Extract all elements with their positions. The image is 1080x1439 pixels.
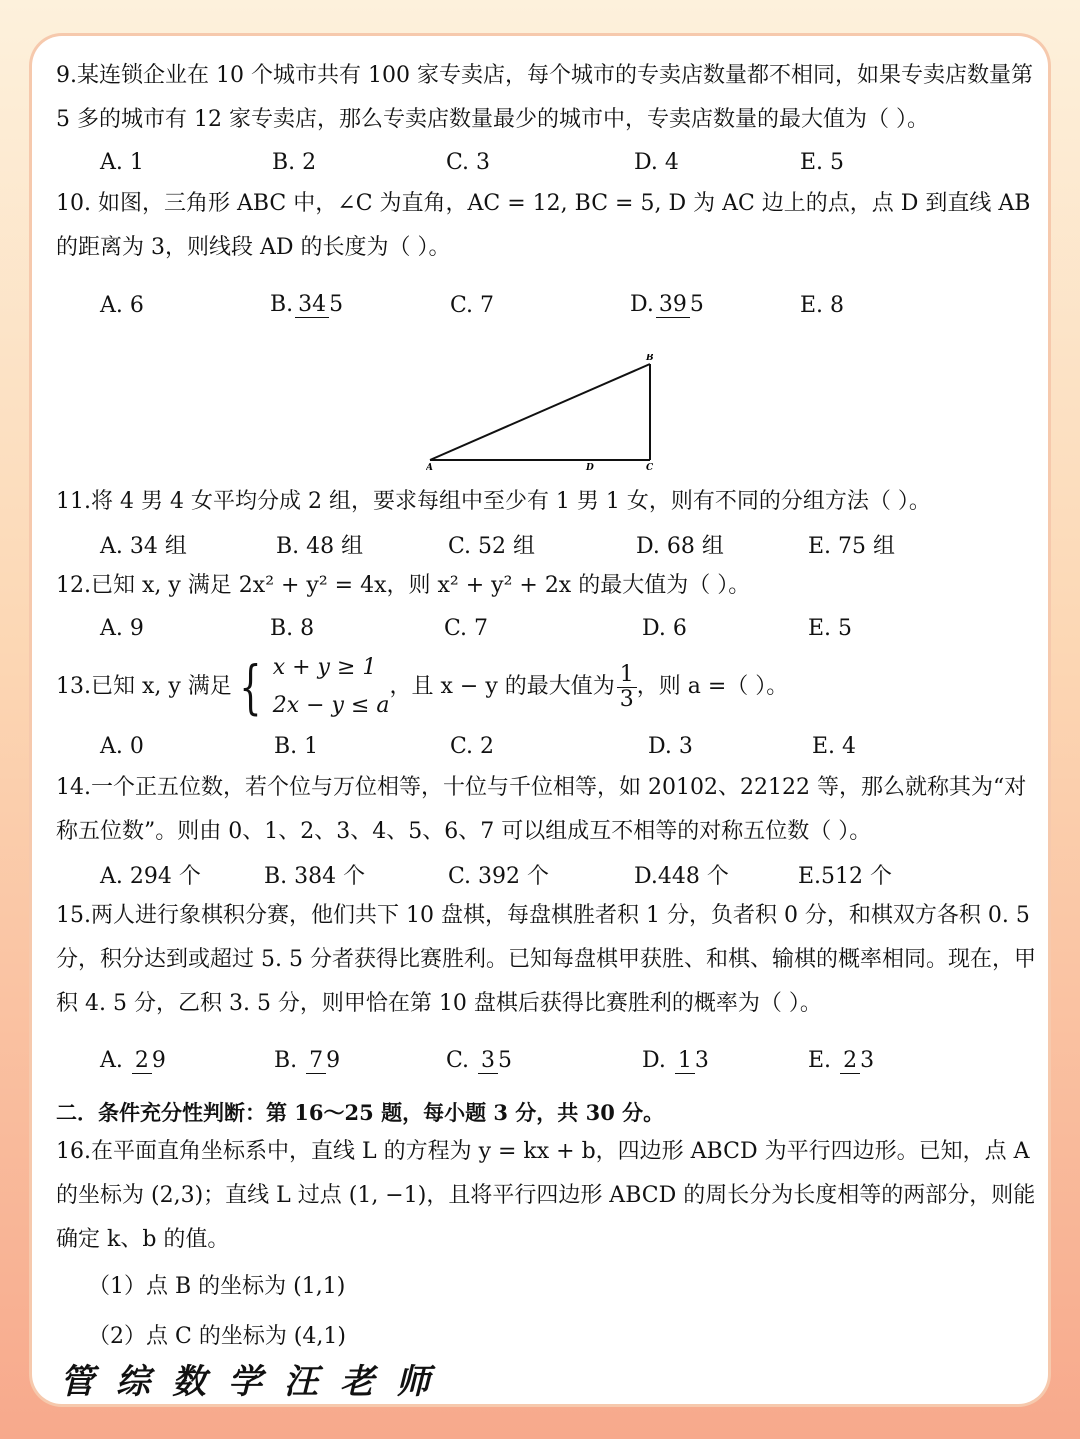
- q12-option-e: E. 5: [808, 615, 853, 641]
- q15-option-e: [808, 1048, 874, 1073]
- q12-option-a: A. 9: [100, 615, 144, 641]
- q10-option-a: A. 6: [100, 292, 144, 318]
- option-label: A.: [100, 1048, 123, 1074]
- q12-option-b: B. 8: [270, 615, 315, 641]
- q13-inequality-1: x + y ≥ 1: [272, 655, 377, 680]
- label-c: C: [646, 463, 654, 473]
- label-a: A: [426, 463, 433, 473]
- q11-option-b: B. 48 组: [276, 533, 364, 559]
- q14-option-d: D.448 个: [634, 863, 729, 889]
- q15-option-a: [100, 1048, 274, 1073]
- q10-option-d-label: D.: [630, 292, 654, 318]
- q13-option-d: D. 3: [648, 733, 693, 759]
- q11-option-c: C. 52 组: [448, 533, 536, 559]
- q10-option-b: [270, 292, 450, 317]
- q11-text: 11.将 4 男 4 女平均分成 2 组，要求每组中至少有 1 男 1 女，则有不同的分组方法（ ）。: [56, 489, 931, 514]
- q13-option-b: B. 1: [274, 733, 319, 759]
- content: [56, 54, 1036, 1362]
- q11-option-a: A. 34 组: [100, 533, 187, 559]
- signature: 管综数学汪老师: [60, 1362, 452, 1402]
- fraction-denominator: 5: [689, 292, 704, 318]
- q10-option-b-label: B.: [270, 292, 294, 318]
- q13-middle: ，且 x − y 的最大值为: [389, 674, 615, 699]
- q15-options: [56, 1026, 1036, 1096]
- fraction-numerator: 3: [478, 1049, 498, 1073]
- q14-option-a: A. 294 个: [100, 863, 201, 889]
- q13-system-lines: [273, 649, 390, 725]
- q15-option-c: [446, 1048, 642, 1073]
- q15-option-d: [642, 1048, 808, 1073]
- option-label: D.: [642, 1048, 666, 1074]
- q9-text: 9.某连锁企业在 10 个城市共有 100 家专卖店，每个城市的专卖店数量都不相同，如果专卖店数量第 5 多的城市有 12 家专卖店，那么专卖店数量最少的城市中，专卖店数量的最大值为（ ）。: [56, 63, 1033, 132]
- option-label: E.: [808, 1048, 832, 1074]
- q14-text: 14.一个正五位数，若个位与万位相等，十位与千位相等，如 20102、22122 等，那么就称其为“对称五位数”。则由 0、1、2、3、4、5、6、7 可以组成互不相等的对称五位数（ ）。: [56, 775, 1027, 844]
- q9-option-a: A. 1: [100, 149, 144, 175]
- q9-option-e: E. 5: [800, 149, 845, 175]
- q10-option-e: E. 8: [800, 292, 845, 318]
- fraction-numerator: 7: [306, 1049, 326, 1073]
- q10-options: [56, 270, 1036, 340]
- q9-options: [56, 142, 1036, 182]
- q14-options: [56, 854, 1036, 894]
- q13-option-a: A. 0: [100, 733, 144, 759]
- q11-option-e: E. 75 组: [808, 533, 896, 559]
- q13-inequality-2: 2x − y ≤ a: [272, 693, 390, 718]
- q14-option-e: E.512 个: [798, 863, 893, 889]
- left-brace-icon: {: [239, 653, 262, 721]
- fraction-denominator: 3: [619, 686, 634, 712]
- fraction-denominator: 5: [498, 1048, 513, 1074]
- fraction-denominator: 9: [151, 1048, 166, 1074]
- fraction-numerator: 2: [840, 1049, 860, 1073]
- q10-option-c: C. 7: [450, 292, 495, 318]
- option-fraction: [840, 1049, 874, 1073]
- q13-options: [56, 726, 1036, 766]
- q14-option-b: B. 384 个: [264, 863, 366, 889]
- q13-system: [232, 649, 390, 725]
- q9-option-d: D. 4: [634, 149, 679, 175]
- q14-option-c: C. 392 个: [448, 863, 550, 889]
- fraction-denominator: 9: [326, 1048, 341, 1074]
- option-fraction: [675, 1049, 709, 1073]
- q15-option-b: [274, 1048, 446, 1073]
- q11-option-d: D. 68 组: [636, 533, 724, 559]
- label-b: B: [646, 354, 654, 363]
- q13-text: [56, 648, 1036, 726]
- label-d: D: [586, 463, 594, 473]
- fraction-denominator: 5: [329, 292, 344, 318]
- fraction-numerator: 34: [295, 293, 329, 317]
- q13-suffix: ，则 a =（ ）。: [636, 674, 789, 699]
- fraction-numerator: 1: [675, 1049, 695, 1073]
- fraction-numerator: 2: [132, 1049, 152, 1073]
- q10-option-d-fraction: [656, 293, 704, 317]
- fraction-denominator: 3: [694, 1048, 709, 1074]
- fraction-numerator: 1: [617, 663, 637, 687]
- q13-option-e: E. 4: [812, 733, 857, 759]
- fraction-numerator: 39: [656, 293, 690, 317]
- q9-option-c: C. 3: [446, 149, 491, 175]
- q15-text: 15.两人进行象棋积分赛，他们共下 10 盘棋，每盘棋胜者积 1 分，负者积 0 分，和棋双方各积 0. 5 分，积分达到或超过 5. 5 分者获得比赛胜利。已知每盘棋甲获胜、和棋、输棋的概率相同。现在，甲积 4. 5 分，乙积 3. 5 分，则甲恰在第 10 盘棋后获得比赛胜利的概率为（ ）。: [56, 903, 1036, 1016]
- question-card: [32, 36, 1048, 1404]
- q10-option-d: [630, 292, 800, 317]
- option-fraction: [132, 1049, 166, 1073]
- q13-option-c: C. 2: [450, 733, 495, 759]
- q9-option-b: B. 2: [272, 149, 317, 175]
- triangle-diagram: [426, 354, 666, 474]
- q13-prefix: 13.已知 x, y 满足: [56, 674, 232, 699]
- q10-text: 10. 如图，三角形 ABC 中，∠C 为直角，AC = 12, BC = 5, D 为 AC 边上的点，点 D 到直线 AB 的距离为 3，则线段 AD 的长度为（ ）。: [56, 191, 1031, 260]
- q11-options: [56, 524, 1036, 564]
- side-ab: [430, 364, 650, 460]
- q16-condition-2: （2）点 C 的坐标为 (4,1): [88, 1324, 346, 1349]
- q12-option-d: D. 6: [642, 615, 687, 641]
- q16-condition-1: （1）点 B 的坐标为 (1,1): [88, 1274, 346, 1299]
- q13-fraction: [617, 663, 637, 710]
- section-2-heading: 二．条件充分性判断：第 16～25 题，每小题 3 分，共 30 分。: [56, 1100, 665, 1125]
- q16-text: 16.在平面直角坐标系中，直线 L 的方程为 y = kx + b，四边形 ABCD 为平行四边形。已知，点 A 的坐标为 (2,3)；直线 L 过点 (1, −1)，且将平行四边形 ABCD 的周长分为长度相等的两部分，则能确定 k、b 的值。: [56, 1139, 1036, 1252]
- q10-option-b-fraction: [295, 293, 343, 317]
- q12-option-c: C. 7: [444, 615, 489, 641]
- q12-options: [56, 608, 1036, 648]
- fraction-denominator: 3: [860, 1048, 875, 1074]
- option-fraction: [306, 1049, 340, 1073]
- option-label: C.: [446, 1048, 470, 1074]
- option-fraction: [478, 1049, 512, 1073]
- option-label: B.: [274, 1048, 298, 1074]
- q12-text: 12.已知 x, y 满足 2x² + y² = 4x，则 x² + y² + 2x 的最大值为（ ）。: [56, 573, 751, 598]
